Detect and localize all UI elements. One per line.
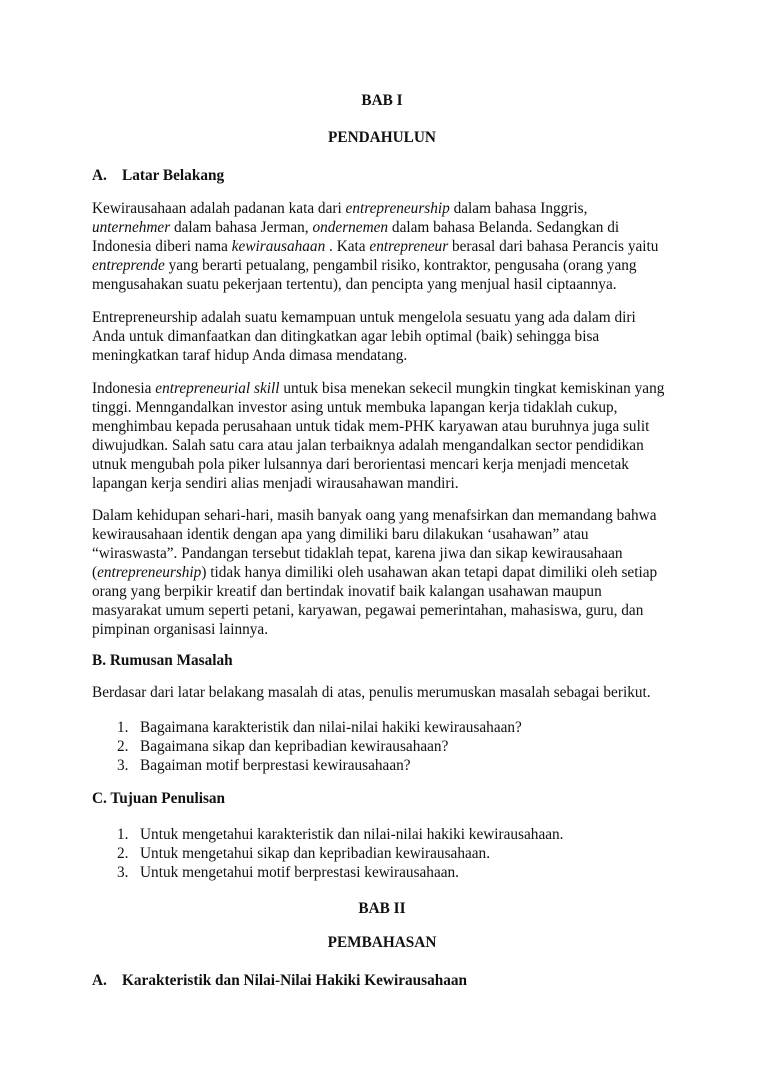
text-segment: . Kata bbox=[325, 238, 370, 255]
text-line bbox=[92, 544, 657, 563]
text-segment: mengusahakan suatu pekerjaan tertentu), dan pencipta yang menjual hasil ciptaannya. bbox=[92, 276, 617, 293]
problem-list bbox=[92, 718, 692, 775]
text-line bbox=[92, 398, 664, 417]
text-line bbox=[92, 506, 657, 525]
list-item: 3. Bagaiman motif berprestasi kewirausahaan? bbox=[117, 757, 411, 774]
chapter-title: BAB II bbox=[358, 900, 406, 917]
text-line bbox=[92, 620, 657, 639]
section-heading-a: A. Latar Belakang bbox=[92, 167, 225, 184]
text-segment: pimpinan organisasi lainnya. bbox=[92, 621, 269, 638]
text-line bbox=[92, 525, 657, 544]
italic-term: ondernemen bbox=[312, 219, 389, 236]
list-item: 3. Untuk mengetahui motif berprestasi kewirausahaan. bbox=[117, 864, 460, 881]
text-segment: meningkatkan taraf hidup Anda dimasa mendatang. bbox=[92, 347, 408, 364]
chapter-title: BAB I bbox=[361, 92, 403, 109]
text-segment: Entrepreneurship adalah suatu kemampuan untuk mengelola sesuatu yang ada dalam diri bbox=[92, 309, 636, 326]
italic-term: entrepreneurial skill bbox=[155, 380, 280, 397]
text-line bbox=[92, 256, 658, 275]
list-item: 1. Bagaimana karakteristik dan nilai-nilai hakiki kewirausahaan? bbox=[117, 719, 522, 736]
text-segment: menghimbau kepada perusahaan untuk tidak mem-PHK karyawan atau buruhnya juga sulit bbox=[92, 418, 650, 435]
text-segment: Kewirausahaan adalah padanan kata dari bbox=[92, 200, 346, 217]
text-line bbox=[92, 308, 636, 327]
text-segment: ( bbox=[92, 564, 98, 581]
list-item: 2. Untuk mengetahui sikap dan kepribadian kewirausahaan. bbox=[117, 845, 491, 862]
italic-term: entrepreneurship bbox=[97, 564, 202, 581]
italic-term: unternehmer bbox=[92, 219, 171, 236]
text-segment: berasal dari bahasa Perancis yaitu bbox=[448, 238, 659, 255]
paragraph bbox=[92, 308, 636, 365]
text-segment: dalam bahasa Belanda. Sedangkan di bbox=[388, 219, 620, 236]
italic-term: entreprende bbox=[92, 257, 165, 274]
text-segment: Dalam kehidupan sehari-hari, masih banyak oang yang menafsirkan dan memandang bahwa bbox=[92, 507, 657, 524]
paragraph bbox=[92, 506, 657, 639]
section-heading-c: C. Tujuan Penulisan bbox=[92, 790, 226, 807]
italic-term: entrepreneurship bbox=[345, 200, 450, 217]
text-segment: orang yang berpikir kreatif dan bertindak inovatif baik kalangan usahawan maupun bbox=[92, 583, 602, 600]
text-line bbox=[92, 199, 658, 218]
text-segment: “wiraswasta”. Pandangan tersebut tidaklah tepat, karena jiwa dan sikap kewirausahaan bbox=[92, 545, 623, 562]
text-segment: tinggi. Menngandalkan investor asing untuk membuka lapangan kerja tidaklah cukup, bbox=[92, 399, 618, 416]
text-segment: dalam bahasa Jerman, bbox=[170, 219, 313, 236]
text-line bbox=[92, 436, 664, 455]
italic-term: entrepreneur bbox=[369, 238, 449, 255]
text-line bbox=[92, 563, 657, 582]
italic-term: kewirausahaan bbox=[231, 238, 326, 255]
text-segment: kewirausahaan identik dengan apa yang dimiliki baru dilakukan ‘usahawan” atau bbox=[92, 526, 589, 543]
text-segment: Indonesia diberi nama bbox=[92, 238, 232, 255]
text-segment: masyarakat umum seperti petani, karyawan, pegawai pemerintahan, mahasiswa, guru, dan bbox=[92, 602, 644, 619]
text-segment: yang berarti petualang, pengambil risiko, kontraktor, pengusaha (orang yang bbox=[164, 257, 637, 274]
text-line bbox=[92, 218, 658, 237]
chapter-subtitle: PENDAHULUN bbox=[328, 129, 436, 146]
paragraph bbox=[92, 379, 664, 493]
text-segment: Anda untuk dimanfaatkan dan ditingkatkan agar lebih optimal (baik) sehingga bisa bbox=[92, 328, 600, 345]
text-segment: dalam bahasa Inggris, bbox=[449, 200, 588, 217]
text-segment: Indonesia bbox=[92, 380, 156, 397]
text-line bbox=[92, 417, 664, 436]
text-line bbox=[92, 455, 664, 474]
list-item: 1. Untuk mengetahui karakteristik dan nilai-nilai hakiki kewirausahaan. bbox=[117, 826, 564, 843]
text-segment: ) tidak hanya dimiliki oleh usahawan akan tetapi dapat dimiliki oleh setiap bbox=[201, 564, 658, 581]
text-line bbox=[92, 474, 664, 493]
text-line bbox=[92, 601, 657, 620]
text-line bbox=[92, 582, 657, 601]
text-line bbox=[92, 237, 658, 256]
text-line bbox=[92, 346, 636, 365]
text-segment: diwujudkan. Salah satu cara atau jalan terbaiknya adalah mengandalkan sector pendidikan bbox=[92, 437, 644, 454]
paragraph bbox=[92, 199, 658, 294]
text-line bbox=[92, 327, 636, 346]
objective-list bbox=[92, 825, 692, 882]
chapter-subtitle: PEMBAHASAN bbox=[327, 934, 437, 951]
section-heading-2a: A. Karakteristik dan Nilai-Nilai Hakiki Kewirausahaan bbox=[92, 972, 468, 989]
text-line bbox=[92, 379, 664, 398]
text-segment: utnuk mengubah pola piker lulsannya dari berorientasi mencari kerja menjadi mencetak bbox=[92, 456, 629, 473]
text-segment: untuk bisa menekan sekecil mungkin tingkat kemiskinan yang bbox=[279, 380, 665, 397]
list-item: 2. Bagaimana sikap dan kepribadian kewirausahaan? bbox=[117, 738, 449, 755]
text-segment: lapangan kerja sendiri alias menjadi wirausahawan mandiri. bbox=[92, 475, 459, 492]
text-line bbox=[92, 275, 658, 294]
section-b-intro: Berdasar dari latar belakang masalah di atas, penulis merumuskan masalah sebagai berikut. bbox=[92, 684, 651, 701]
section-heading-b: B. Rumusan Masalah bbox=[92, 652, 233, 669]
